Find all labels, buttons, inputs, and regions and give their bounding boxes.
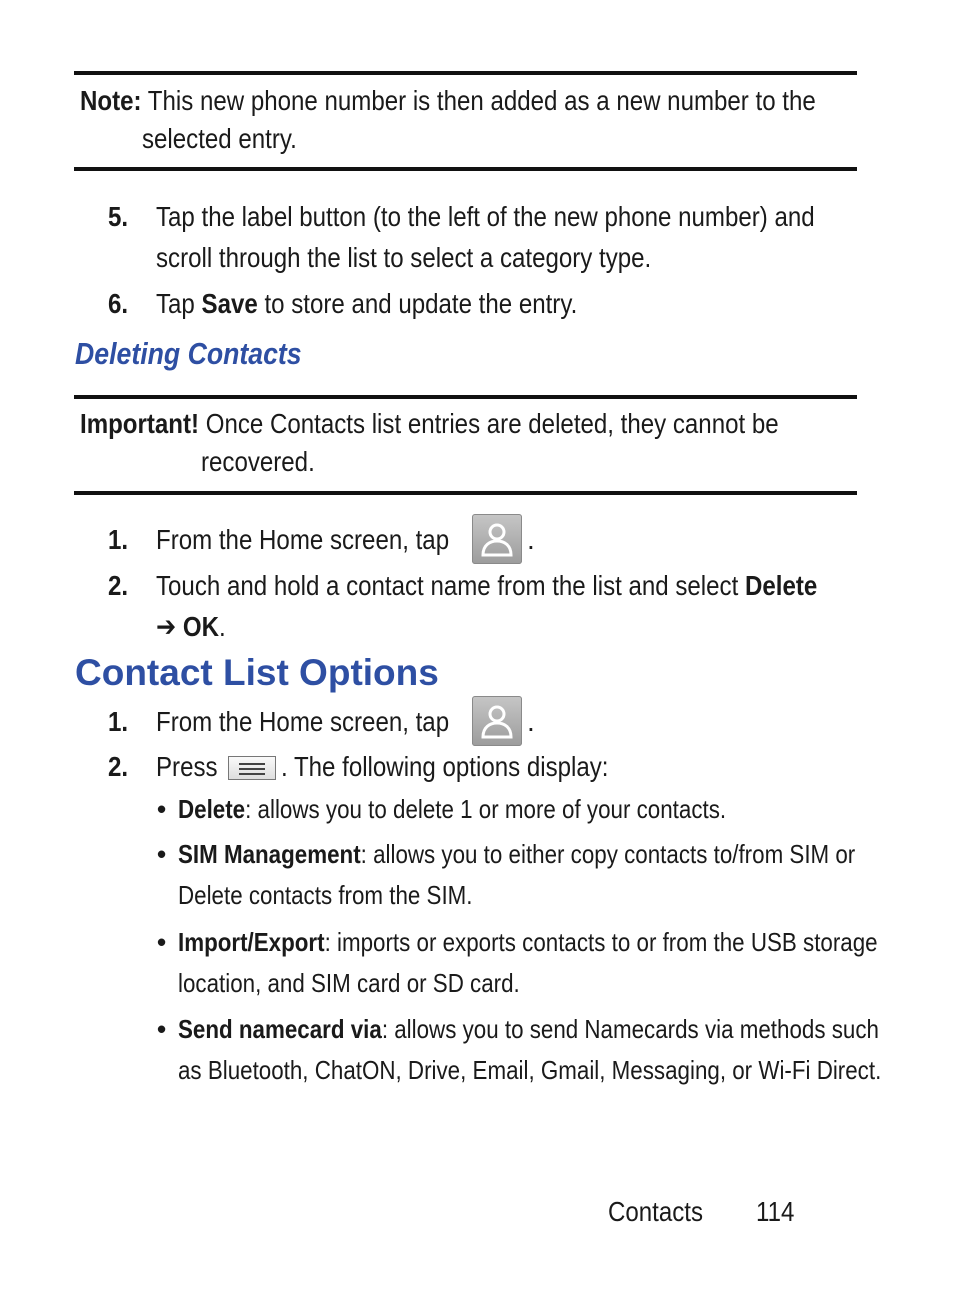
important-callout xyxy=(80,405,860,481)
step-text-pre: Touch and hold a contact name from the list and select xyxy=(156,570,745,601)
bullet-term: Import/Export xyxy=(178,927,325,957)
contacts-icon xyxy=(472,696,522,746)
menu-icon xyxy=(228,756,276,780)
bullet-term: Send namecard via xyxy=(178,1014,382,1044)
arrow-icon: ➔ xyxy=(156,611,177,642)
important-top-rule xyxy=(74,395,857,399)
bullet-term: SIM Management xyxy=(178,839,361,869)
bullet-desc-cont: location, and SIM card or SD card. xyxy=(178,968,520,998)
note-top-rule xyxy=(74,71,857,75)
bullet-symbol: • xyxy=(157,1014,167,1044)
bullet-text xyxy=(178,788,726,830)
important-text-1: Once Contacts list entries are deleted, they cannot be xyxy=(205,408,779,439)
bullet-desc-cont: Delete contacts from the SIM. xyxy=(178,880,473,910)
footer-section-text: Contacts xyxy=(608,1196,704,1227)
delete-step-1-period xyxy=(527,519,535,560)
step-text-post: . xyxy=(218,611,226,642)
bullet-symbol: • xyxy=(157,794,167,824)
note-callout xyxy=(80,82,860,158)
bullet-symbol: • xyxy=(157,927,167,957)
step-number: 2. xyxy=(108,751,129,782)
bullet-text xyxy=(178,833,855,875)
bullet-term: Delete xyxy=(178,794,246,824)
save-label: Save xyxy=(201,288,258,319)
note-text-2: selected entry. xyxy=(142,123,297,154)
ok-label: OK xyxy=(182,611,219,642)
step-text-post: to store and update the entry. xyxy=(257,288,578,319)
step-text-post: . The following options display: xyxy=(281,751,609,782)
step-number: 5. xyxy=(108,201,129,232)
step-text xyxy=(156,283,577,324)
footer-page-number xyxy=(756,1196,801,1228)
step-number: 1. xyxy=(108,524,129,555)
bullet-desc: : allows you to delete 1 or more of your contacts. xyxy=(245,794,727,824)
bullet-desc-cont: as Bluetooth, ChatON, Drive, Email, Gmail, Messaging, or Wi-Fi Direct. xyxy=(178,1055,882,1085)
step-text: Press xyxy=(156,751,218,782)
step-text-cont: scroll through the list to select a category type. xyxy=(156,242,652,273)
period: . xyxy=(527,706,535,737)
bullet-text xyxy=(178,921,878,963)
bullet-desc: : allows you to either copy contacts to/from SIM or xyxy=(360,839,856,869)
note-bottom-rule xyxy=(74,167,857,171)
contact-list-options-heading xyxy=(75,652,439,694)
step-number: 2. xyxy=(108,570,129,601)
note-line1 xyxy=(80,82,816,120)
step-text-pre: Tap xyxy=(156,288,202,319)
delete-label: Delete xyxy=(744,570,818,601)
important-label: Important! xyxy=(80,408,200,439)
important-line1 xyxy=(80,405,779,443)
step-text: From the Home screen, tap xyxy=(156,524,450,555)
step-text xyxy=(156,565,817,606)
footer-section xyxy=(608,1196,719,1228)
options-step-2-tail xyxy=(281,746,662,787)
bullet-desc: : imports or exports contacts to or from the USB storage xyxy=(324,927,878,957)
note-label: Note: xyxy=(80,85,142,116)
heading-text: Contact List Options xyxy=(75,652,439,693)
note-text-1: This new phone number is then added as a new number to the xyxy=(147,85,816,116)
period: . xyxy=(527,524,535,555)
bullet-desc: : allows you to send Namecards via methods such xyxy=(381,1014,879,1044)
step-text: From the Home screen, tap xyxy=(156,706,450,737)
step-text: Tap the label button (to the left of the new phone number) and xyxy=(156,201,815,232)
step-number: 6. xyxy=(108,288,129,319)
bullet-symbol: • xyxy=(157,839,167,869)
contacts-icon xyxy=(472,514,522,564)
deleting-contacts-heading xyxy=(75,336,339,372)
important-text-2: recovered. xyxy=(201,446,315,477)
step-text-cont xyxy=(156,606,226,647)
important-bottom-rule xyxy=(74,491,857,495)
step-number: 1. xyxy=(108,706,129,737)
bullet-text xyxy=(178,1008,879,1050)
options-step-1-period xyxy=(527,701,535,742)
footer-page-text: 114 xyxy=(756,1196,795,1227)
heading-text: Deleting Contacts xyxy=(75,336,302,371)
